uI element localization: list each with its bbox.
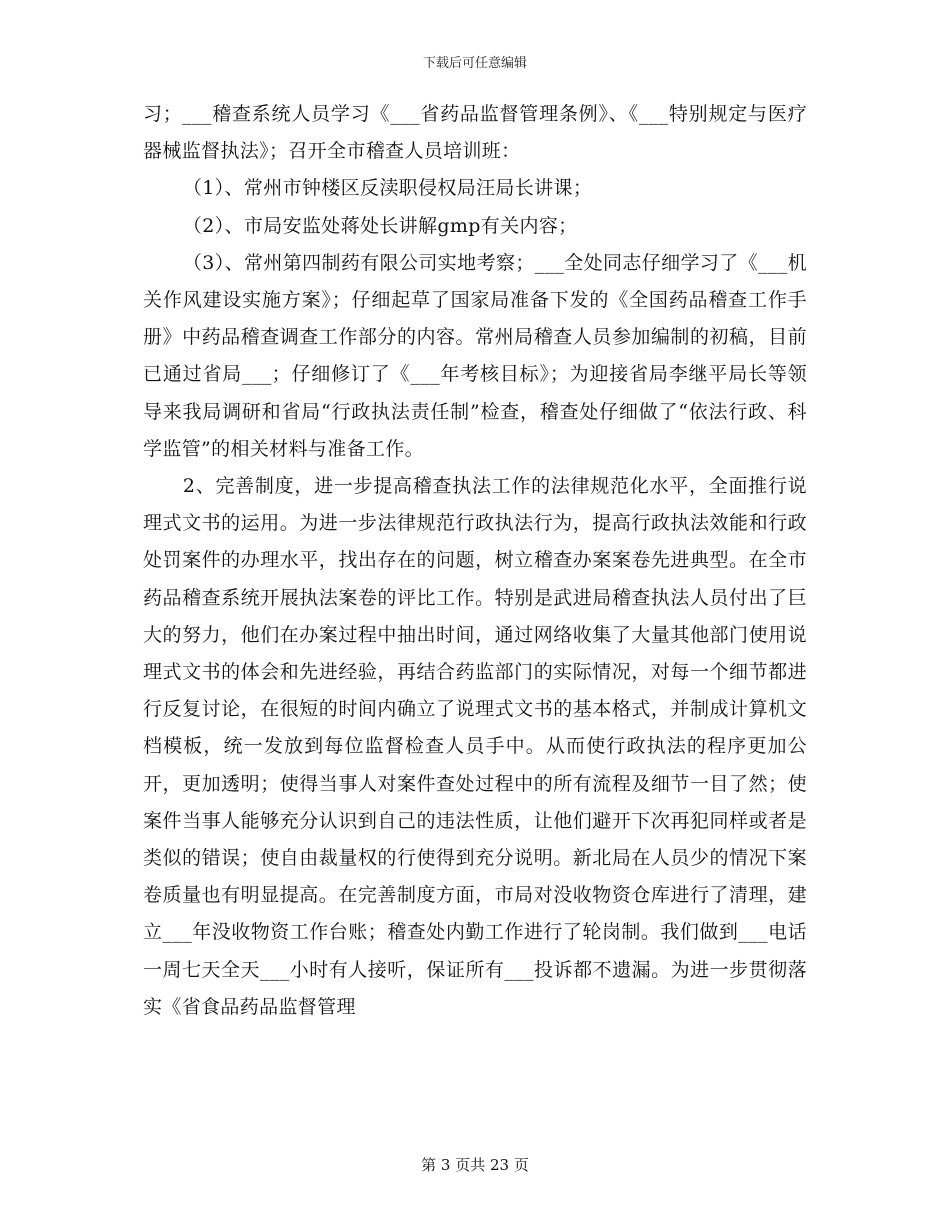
paragraph: 2、完善制度，进一步提高稽查执法工作的法律规范化水平，全面推行说理式文书的运用。为进一步法律规范行政执法行为，提高行政执法效能和行政处罚案件的办理水平，找出存在的问题，树立稽查办案案卷先进典型。在全市药品稽查系统开展执法案卷的评比工作。特别是武进局稽查执法人员付出了巨大的努力，他们在办案过程中抽出时间，通过网络收集了大量其他部门使用说理式文书的体会和先进经验，再结合药监部门的实际情况，对每一个细节都进行反复讨论，在很短的时间内确立了说理式文书的基本格式，并制成计算机文档模板，统一发放到每位监督检查人员手中。从而使行政执法的程序更加公开，更加透明；使得当事人对案件查处过程中的所有流程及细节一目了然；使案件当事人能够充分认识到自己的违法性质，让他们避开下次再犯同样或者是类似的错误；使自由裁量权的行使得到充分说明。新北局在人员少的情况下案卷质量也有明显提高。在完善制度方面，市局对没收物资仓库进行了清理，建立___年没收物资工作台账；稽查处内勤工作进行了轮岗制。我们做到___电话一周七天全天___小时有人接听，保证所有___投诉都不遗漏。为进一步贯彻落实《省食品药品监督管理 [143,475,807,1018]
paragraph: 习；___稽查系统人员学习《___省药品监督管理条例》、《___特别规定与医疗器械监督执法》；召开全市稽查人员培训班： [143,103,807,163]
document-body [143,96,807,1026]
page-header: 下载后可任意编辑 [422,56,527,71]
paragraph: （2）、市局安监处蒋处长讲解gmp有关内容； [182,214,578,237]
page-number: 第 3 页共 23 页 [421,1156,529,1174]
paragraph: （3）、常州第四制药有限公司实地考察；___全处同志仔细学习了《___机关作风建设实施方案》；仔细起草了国家局准备下发的《全国药品稽查工作手册》中药品稽查调查工作部分的内容。常州局稽查人员参加编制的初稿，目前已通过省局___；仔细修订了《___年考核目标》；为迎接省局李继平局长等领导来我局调研和省局“行政执法责任制”检查，稽查处仔细做了“依法行政、科学监管”的相关材料与准备工作。 [143,251,807,460]
paragraph: （1）、常州市钟楼区反渎职侵权局汪局长讲课； [182,177,593,200]
